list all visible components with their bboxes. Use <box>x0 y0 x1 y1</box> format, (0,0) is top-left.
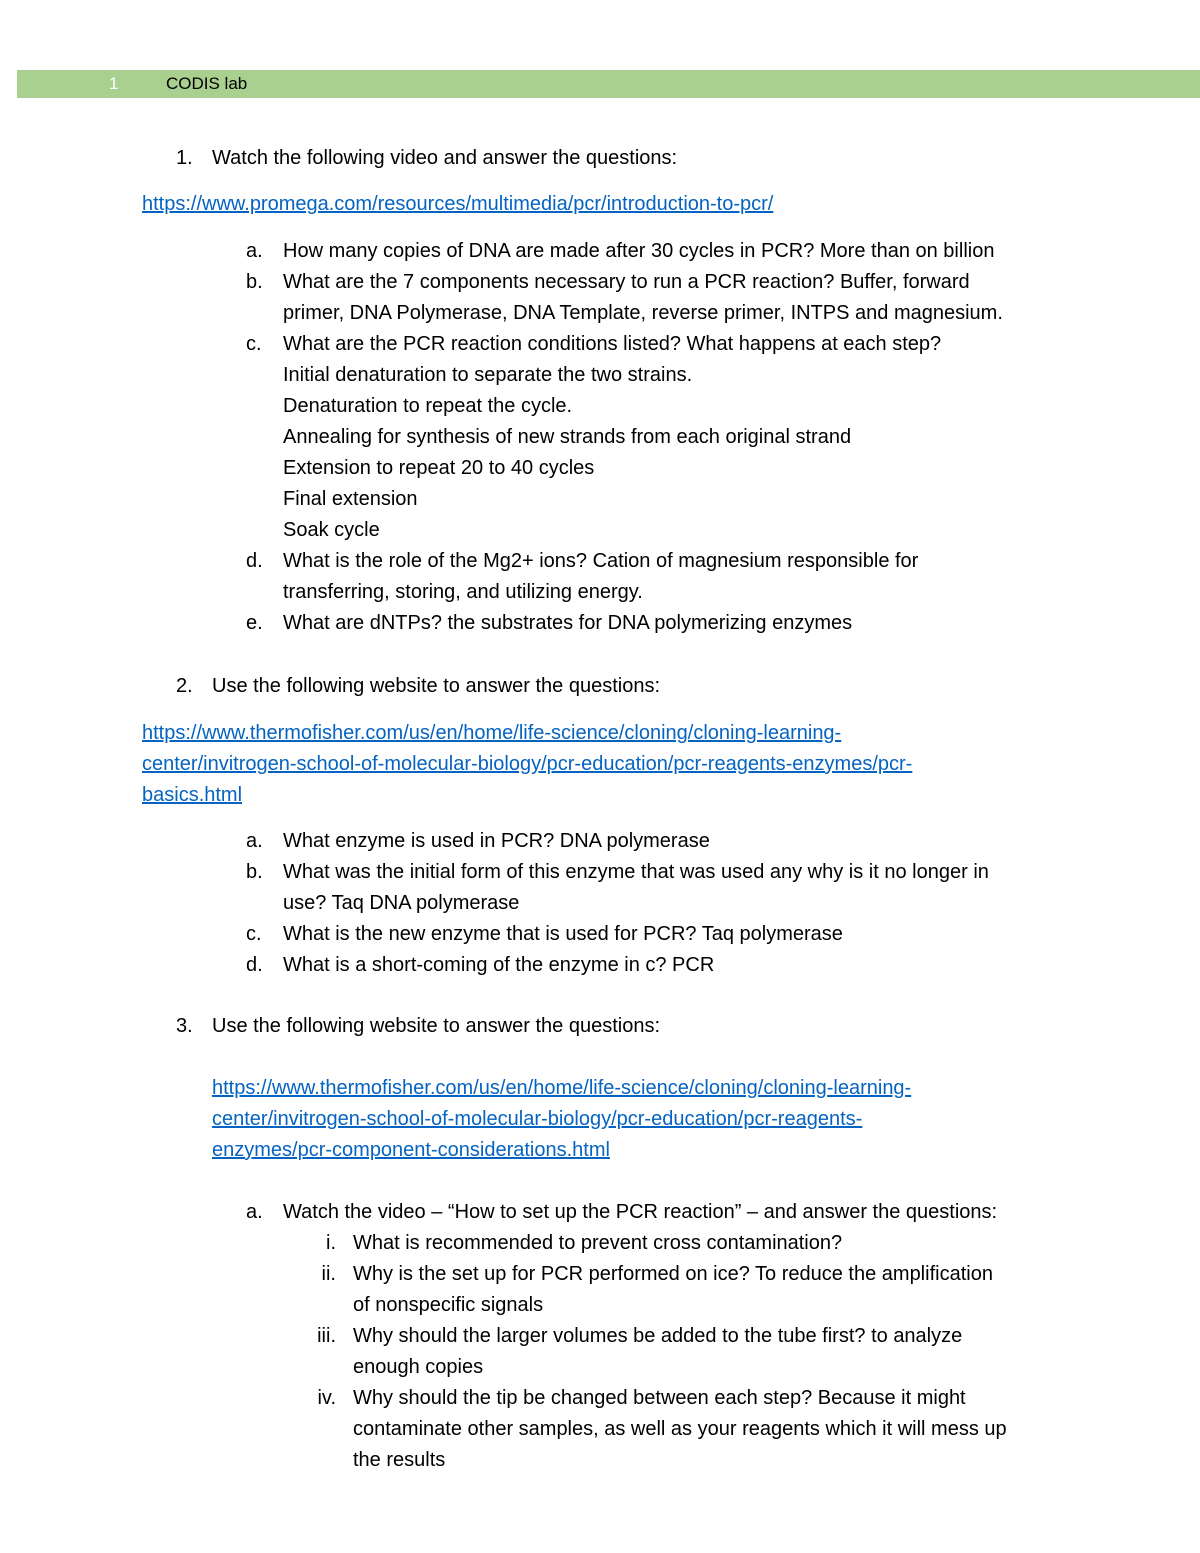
q3-link-line[interactable]: center/invitrogen-school-of-molecular-biology/pcr-education/pcr-reagents- <box>212 1108 863 1130</box>
q1-item-line: How many copies of DNA are made after 30 cycles in PCR? More than on billion <box>283 240 995 262</box>
q3-subitem-marker: i. <box>326 1232 336 1254</box>
q3-subitem-line: of nonspecific signals <box>353 1294 544 1316</box>
q2-link-line[interactable]: basics.html <box>142 784 243 806</box>
page-number: 1 <box>109 74 119 93</box>
q3-subitem-line: Why should the tip be changed between each step? Because it might <box>353 1387 966 1409</box>
q1-item-marker: a. <box>246 240 263 262</box>
q2-item-line: What enzyme is used in PCR? DNA polymerase <box>283 830 710 852</box>
q3-subitem-line: Why should the larger volumes be added to the tube first? to analyze <box>353 1325 963 1347</box>
q1-item-marker: b. <box>246 271 263 293</box>
q3-text: Use the following website to answer the questions: <box>212 1015 661 1037</box>
q1-item-marker: e. <box>246 612 263 634</box>
q2-item-marker: b. <box>246 861 263 883</box>
q1-item-line: What are the 7 components necessary to run a PCR reaction? Buffer, forward <box>283 271 970 293</box>
q1-item-line: What are dNTPs? the substrates for DNA polymerizing enzymes <box>283 612 853 634</box>
q3-item-a-text: Watch the video – “How to set up the PCR reaction” – and answer the questions: <box>283 1201 998 1223</box>
q1-number: 1. <box>176 147 193 169</box>
q2-item-marker: d. <box>246 954 263 976</box>
q3-subitem-line: Why is the set up for PCR performed on ice? To reduce the amplification <box>353 1263 993 1285</box>
q1-link[interactable]: https://www.promega.com/resources/multimedia/pcr/introduction-to-pcr/ <box>142 193 774 215</box>
q2-item-marker: a. <box>246 830 263 852</box>
q3-subitem-line: the results <box>353 1449 446 1471</box>
q2-item-marker: c. <box>246 923 262 945</box>
q1-item-marker: c. <box>246 333 262 355</box>
q1-item-line: What is the role of the Mg2+ ions? Cation of magnesium responsible for <box>283 550 919 572</box>
q3-link-line[interactable]: enzymes/pcr-component-considerations.html <box>212 1139 610 1161</box>
q1-item-line: Extension to repeat 20 to 40 cycles <box>283 457 595 479</box>
q1-item-line: primer, DNA Polymerase, DNA Template, reverse primer, INTPS and magnesium. <box>283 302 1003 324</box>
q3-subitem-marker: ii. <box>321 1263 336 1285</box>
q3-subitem-line: What is recommended to prevent cross contamination? <box>353 1232 843 1254</box>
q2-item-line: What was the initial form of this enzyme that was used any why is it no longer in <box>283 861 989 883</box>
q2-number: 2. <box>176 675 193 697</box>
q1-item-marker: d. <box>246 550 263 572</box>
q3-subitem-line: enough copies <box>353 1356 484 1378</box>
q2-item-line: use? Taq DNA polymerase <box>283 892 520 914</box>
q1-item-line: Initial denaturation to separate the two strains. <box>283 364 693 386</box>
q3-number: 3. <box>176 1015 193 1037</box>
q1-item-line: transferring, storing, and utilizing energy. <box>283 581 643 603</box>
q2-item-line: What is the new enzyme that is used for PCR? Taq polymerase <box>283 923 843 945</box>
q1-item-line: What are the PCR reaction conditions listed? What happens at each step? <box>283 333 942 355</box>
q3-item-a-marker: a. <box>246 1201 263 1223</box>
q2-link-line[interactable]: https://www.thermofisher.com/us/en/home/life-science/cloning/cloning-learning- <box>142 722 842 744</box>
q1-text: Watch the following video and answer the questions: <box>212 147 678 169</box>
q1-item-line: Final extension <box>283 488 418 510</box>
q3-link-line[interactable]: https://www.thermofisher.com/us/en/home/life-science/cloning/cloning-learning- <box>212 1077 912 1099</box>
q2-item-line: What is a short-coming of the enzyme in c? PCR <box>283 954 715 976</box>
header-title: CODIS lab <box>166 74 248 93</box>
q2-text: Use the following website to answer the questions: <box>212 675 661 697</box>
q1-item-line: Annealing for synthesis of new strands from each original strand <box>283 426 852 448</box>
q3-subitem-marker: iv. <box>317 1387 336 1409</box>
q1-item-line: Denaturation to repeat the cycle. <box>283 395 573 417</box>
q2-link-line[interactable]: center/invitrogen-school-of-molecular-biology/pcr-education/pcr-reagents-enzymes/pcr- <box>142 753 913 775</box>
q3-subitem-line: contaminate other samples, as well as your reagents which it will mess up <box>353 1418 1007 1440</box>
q1-item-line: Soak cycle <box>283 519 380 541</box>
q3-subitem-marker: iii. <box>317 1325 336 1347</box>
